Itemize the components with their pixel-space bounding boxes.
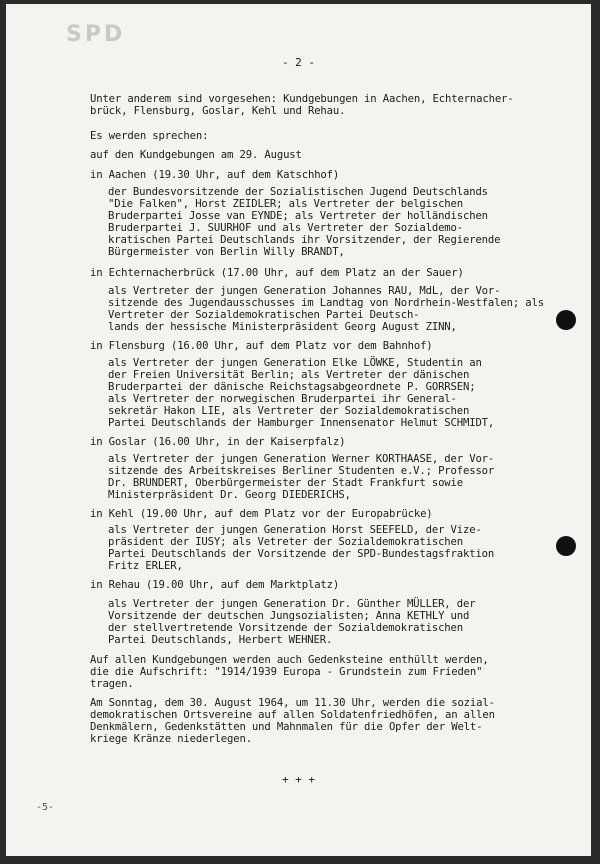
text-line: Fritz ERLER, — [108, 560, 183, 572]
text-line: als Vertreter der jungen Generation Johannes RAU, MdL, der Vor- — [108, 285, 501, 297]
text-line: in Kehl (19.00 Uhr, auf dem Platz vor der Europabrücke) — [90, 508, 433, 520]
text-line: als Vertreter der jungen Generation Dr. Günther MÜLLER, der — [108, 598, 476, 610]
text-line: in Echternacherbrück (17.00 Uhr, auf dem Platz an der Sauer) — [90, 267, 464, 279]
text-line: demokratischen Ortsvereine auf allen Soldatenfriedhöfen, an allen — [90, 709, 495, 721]
text-line: der Freien Universität Berlin; als Vertreter der dänischen — [108, 369, 470, 381]
text-line: Am Sonntag, dem 30. August 1964, um 11.30 Uhr, werden die sozial- — [90, 697, 495, 709]
text-line: Partei Deutschlands der Vorsitzende der SPD-Bundestagsfraktion — [108, 548, 495, 560]
text-line: in Rehau (19.00 Uhr, auf dem Marktplatz) — [90, 579, 340, 591]
section-separator: + + + — [281, 773, 316, 786]
text-line: sekretär Hakon LIE, als Vertreter der Sozialdemokratischen — [108, 405, 470, 417]
text-line: Ministerpräsident Dr. Georg DIEDERICHS, — [108, 489, 351, 501]
text-line: brück, Flensburg, Goslar, Kehl und Rehau. — [90, 105, 346, 117]
text-line: als Vertreter der norwegischen Bruderpartei ihr General- — [108, 393, 457, 405]
text-line: Auf allen Kundgebungen werden auch Gedenksteine enthüllt werden, — [90, 654, 489, 666]
text-line: Bruderpartei J. SUURHOF und als Vertreter der Sozialdemo- — [108, 222, 463, 234]
text-line: sitzende des Jugendausschusses im Landtag von Nordrhein-Westfalen; als Vertreter der Sozialdemokratischen Partei Deutsch- — [108, 297, 544, 321]
margin-mark: -5- — [36, 802, 55, 813]
text-line: der Bundesvorsitzende der Sozialistischen Jugend Deutschlands — [108, 186, 488, 198]
text-line: kriege Kränze niederlegen. — [90, 733, 252, 745]
text-line: Denkmälern, Gedenkstätten und Mahnmalen für die Opfer der Welt- — [90, 721, 483, 733]
punch-hole — [556, 310, 576, 330]
text-line: die die Aufschrift: "1914/1939 Europa - Grundstein zum Frieden" — [90, 666, 483, 678]
party-stamp: SPD — [66, 22, 126, 47]
text-line: Bruderpartei der dänische Reichstagsabgeordnete P. GORRSEN; — [108, 381, 476, 393]
text-line: kratischen Partei Deutschlands ihr Vorsitzender, der Regierende — [108, 234, 501, 246]
text-line: in Flensburg (16.00 Uhr, auf dem Platz vor dem Bahnhof) — [90, 340, 433, 352]
text-line: Partei Deutschlands der Hamburger Innensenator Helmut SCHMIDT, — [108, 417, 495, 429]
text-line: sitzende des Arbeitskreises Berliner Studenten e.V.; Professor — [108, 465, 495, 477]
text-line: Vorsitzende der deutschen Jungsozialisten; Anna KETHLY und — [108, 610, 470, 622]
text-line: Bürgermeister von Berlin Willy BRANDT, — [108, 246, 345, 258]
text-line: der stellvertretende Vorsitzende der Sozialdemokratischen — [108, 622, 463, 634]
text-line: in Aachen (19.30 Uhr, auf dem Katschhof) — [90, 169, 340, 181]
text-line: Dr. BRUNDERT, Oberbürgermeister der Stadt Frankfurt sowie — [108, 477, 463, 489]
text-line: Es werden sprechen: — [90, 130, 209, 142]
document-page — [6, 4, 591, 856]
text-line: in Goslar (16.00 Uhr, in der Kaiserpfalz) — [90, 436, 346, 448]
text-line: als Vertreter der jungen Generation Elke LÖWKE, Studentin an — [108, 357, 482, 369]
text-line: Bruderpartei Josse van EYNDE; als Vertreter der holländischen — [108, 210, 488, 222]
page-number: - 2 - — [281, 56, 316, 69]
text-line: Unter anderem sind vorgesehen: Kundgebungen in Aachen, Echternacher- — [90, 93, 514, 105]
text-line: tragen. — [90, 678, 134, 690]
text-line: auf den Kundgebungen am 29. August — [90, 149, 302, 161]
punch-hole — [556, 536, 576, 556]
text-line: "Die Falken", Horst ZEIDLER; als Vertreter der belgischen — [108, 198, 463, 210]
text-line: als Vertreter der jungen Generation Horst SEEFELD, der Vize- — [108, 524, 482, 536]
text-line: präsident der IUSY; als Vetreter der Sozialdemokratischen — [108, 536, 463, 548]
text-line: lands der hessische Ministerpräsident Georg August ZINN, — [108, 321, 457, 333]
text-line: Partei Deutschlands, Herbert WEHNER. — [108, 634, 333, 646]
text-line: als Vertreter der jungen Generation Werner KORTHAASE, der Vor- — [108, 453, 495, 465]
